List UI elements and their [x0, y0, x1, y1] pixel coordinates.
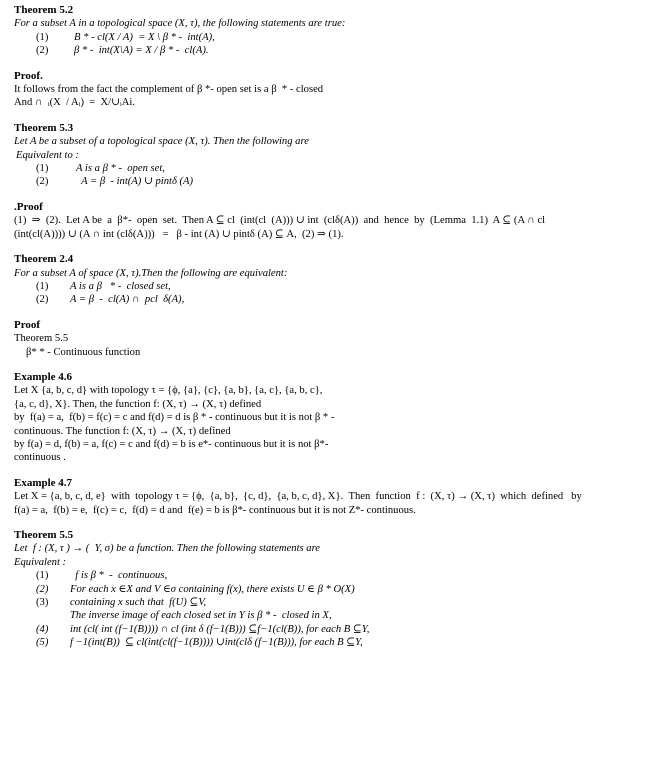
proof-title: Proof: [14, 318, 41, 331]
theorem-5-5-title: Theorem 5.5: [14, 529, 74, 541]
item-text: A = β - cl(A) ∩ pcl δ(A),: [70, 294, 185, 306]
theorem-5-2: [14, 4, 654, 58]
item-number: (2): [36, 294, 49, 306]
example-line-2: f(a) = a, f(b) = e, f(c) = c, f(d) = d and f(e) = b is β*- continuous but it is not Z*- continuous.: [14, 504, 416, 516]
example-line: by f(a) = a, f(b) = f(c) = c and f(d) = d is β * - continuous but it is not β * -: [14, 412, 335, 424]
proof-title: .Proof: [14, 200, 43, 213]
theorem-5-5-item-4: [14, 623, 654, 636]
theorem-2-4-title: Theorem 2.4: [14, 253, 74, 266]
theorem-5-5-item-3: [14, 596, 654, 609]
theorem-5-2-item-1: [14, 31, 654, 44]
theorem-5-5-item-3-cont: [14, 609, 654, 622]
theorem-5-5-line-1: Let f : (X, τ ) → ( Y, σ) be a function. Then the following statements are: [14, 543, 321, 555]
item-number: (1): [36, 280, 49, 292]
example-line: by f(a) = d, f(b) = a, f(c) = c and f(d) = b is e*- continuous but it is not β*-: [14, 438, 329, 450]
document-page: [14, 4, 654, 650]
theorem-5-3-line-2: Equivalent to :: [16, 149, 79, 161]
theorem-5-2-item-2: [14, 44, 654, 57]
proof-line-2: (int(cl(A)))) ∪ (A ∩ int (clδ(A))) = β - int (A) ∪ pintδ (A) ⊆ A, (2) ⇒ (1).: [14, 228, 344, 240]
item-text: f is β * - continuous,: [70, 570, 168, 582]
example-line: Let X {a, b, c, d} with topology τ = {ϕ, {a}, {c}, {a, b}, {a, c}, {a, b, c},: [14, 385, 323, 397]
item-text: The inverse image of each closed set in Y is β * - closed in X,: [70, 610, 332, 622]
proof-line-1: It follows from the fact the complement of β *- open set is a β * - closed: [14, 84, 324, 96]
theorem-5-5-item-1: [14, 569, 654, 582]
item-text: int (cl( int (f−1(B)))) ∩ cl (int δ (f−1(B))) ⊆f−1(cl(B)), for each B ⊆Y,: [70, 623, 370, 635]
example-line-1: Let X = {a, b, c, d, e} with topology τ = {ϕ, {a, b}, {c, d}, {a, b, c, d}, X}. Then function f : (X, τ) → (X, τ) which defined by: [14, 491, 582, 503]
item-text: A is a β * - open set,: [76, 163, 165, 175]
theorem-2-4-statement: For a subset A of space (X, τ).Then the following are equivalent:: [14, 267, 288, 279]
item-text: β * - int(X\A) = X / β * - cl(A).: [74, 45, 209, 57]
theorem-5-5-item-5: [14, 636, 654, 649]
item-text: A is a β * - closed set,: [70, 280, 171, 292]
proof-line-1: (1) ⇒ (2). Let A be a β*- open set. Then A ⊆ cl (int(cl (A))) ∪ int (clδ(A)) and hence by (Lemma 1.1) A ⊆ (A ∩ cl: [14, 215, 546, 227]
proof-5-2: [14, 70, 654, 110]
example-line: {a, c, d}, X}. Then, the function f: (X, τ) → (X, τ) defined: [14, 398, 262, 410]
theorem-5-5-item-2: [14, 583, 654, 596]
proof-2-4: [14, 319, 654, 359]
theorem-5-5-line-2: Equivalent :: [14, 556, 67, 568]
proof-line-1: Theorem 5.5: [14, 333, 69, 345]
theorem-5-3-item-1: [14, 162, 654, 175]
item-number: (1): [36, 31, 49, 43]
example-line: continuous. The function f: (X, τ) → (X, τ) defined: [14, 425, 231, 437]
theorem-5-3-title: Theorem 5.3: [14, 121, 74, 134]
example-line: continuous .: [14, 452, 66, 464]
theorem-5-3: [14, 122, 654, 189]
proof-line-2: And ∩ ᵢ(X / Aᵢ) = X/∪ᵢAi.: [14, 97, 135, 109]
proof-5-3: [14, 201, 654, 241]
theorem-5-3-line-1: Let A be a subset of a topological space (X, τ). Then the following are: [14, 136, 309, 148]
example-4-6-title: Example 4.6: [14, 370, 73, 383]
item-number: (4): [36, 623, 49, 635]
item-number: (1): [36, 163, 49, 175]
item-number: (2): [36, 583, 49, 595]
item-number: (2): [36, 45, 49, 57]
item-number: [14, 609, 68, 622]
item-number: (2): [36, 176, 49, 188]
theorem-2-4: [14, 253, 654, 307]
item-text: For each x ∈X and V ∈σ containing f(x), there exists U ∈ β * O(X): [70, 583, 355, 595]
item-number: (5): [36, 637, 49, 649]
theorem-5-5: [14, 529, 654, 650]
proof-line-2: β* * - Continuous function: [26, 346, 141, 358]
theorem-2-4-item-1: [14, 280, 654, 293]
item-text: containing x such that f(U) ⊆V,: [70, 597, 207, 609]
example-4-7: [14, 477, 654, 517]
example-4-7-title: Example 4.7: [14, 476, 73, 489]
theorem-5-2-title: Theorem 5.2: [14, 4, 74, 16]
item-text: f −1(int(B)) ⊆ cl(int(cl(f−1(B)))) ∪int(clδ (f−1(B))), for each B ⊆Y,: [70, 637, 363, 649]
example-4-6: [14, 371, 654, 465]
theorem-5-2-statement: For a subset A in a topological space (X, τ), the following statements are true:: [14, 18, 346, 30]
theorem-2-4-item-2: [14, 293, 654, 306]
item-text: A = β - int(A) ∪ pintδ (A): [76, 176, 194, 188]
item-number: (1): [36, 570, 49, 582]
proof-title: Proof.: [14, 69, 43, 82]
item-text: B * - cl(X / A) = X \ β * - int(A),: [74, 31, 215, 43]
item-number: (3): [36, 597, 49, 609]
theorem-5-3-item-2: [14, 175, 654, 188]
